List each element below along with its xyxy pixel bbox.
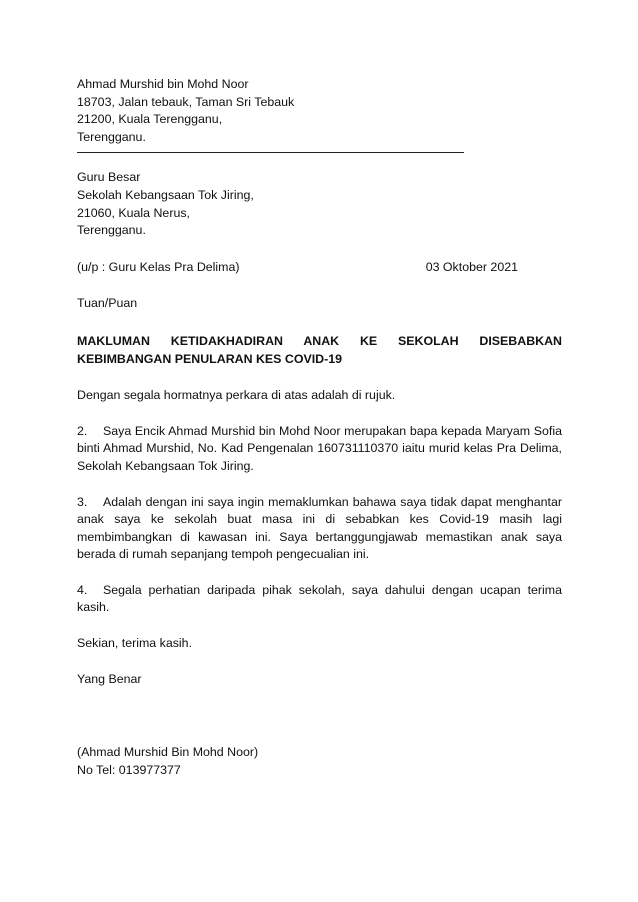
- recipient-line: Guru Besar: [77, 170, 141, 185]
- signature-name: (Ahmad Murshid Bin Mohd Noor): [77, 745, 259, 760]
- paragraph-number: 3.: [77, 494, 88, 509]
- recipient-address: [77, 169, 562, 239]
- paragraph-text: Saya Encik Ahmad Murshid bin Mohd Noor merupakan bapa kepada Maryam Sofia binti Ahmad Murshid, No. Kad Pengenalan 160731110370 iaitu murid kelas Pra Delima, Sekolah Kebangsaan Tok Jiring.: [77, 423, 562, 473]
- closing-line: Sekian, terima kasih.: [77, 636, 193, 651]
- paragraph-number: 4.: [77, 582, 88, 597]
- signature-block: [77, 744, 562, 779]
- paragraph-4: [77, 582, 562, 617]
- sender-line: Ahmad Murshid bin Mohd Noor: [77, 77, 249, 91]
- paragraph-text: Adalah dengan ini saya ingin memaklumkan bahawa saya tidak dapat menghantar anak saya ke sekolah buat masa ini di sebabkan kes Covid-19 masih lagi membimbangkan di kawasan ini. Saya bertanggungjawab memastikan anak saya berada di rumah sepanjang tempoh pengecualian ini.: [77, 494, 562, 562]
- sender-line: 21200, Kuala Terengganu,: [77, 112, 223, 127]
- attention-date-row: [77, 259, 518, 277]
- salutation: Tuan/Puan: [77, 296, 138, 311]
- letter-date: 03 Oktober 2021: [425, 259, 518, 274]
- paragraph-3: [77, 494, 562, 564]
- yang-benar: Yang Benar: [77, 671, 142, 686]
- recipient-line: Terengganu.: [77, 223, 146, 238]
- recipient-line: Sekolah Kebangsaan Tok Jiring,: [77, 187, 254, 202]
- letter-subject: MAKLUMAN KETIDAKHADIRAN ANAK KE SEKOLAH DISEBABKAN KEBIMBANGAN PENULARAN KES COVID-19: [77, 333, 562, 366]
- address-divider: [77, 152, 464, 153]
- paragraph-number: 2.: [77, 423, 88, 438]
- recipient-line: 21060, Kuala Nerus,: [77, 205, 190, 220]
- signature-phone: No Tel: 013977377: [77, 762, 181, 777]
- paragraph-2: [77, 423, 562, 476]
- sender-line: Terengganu.: [77, 129, 146, 144]
- letter-page: [77, 76, 562, 779]
- sender-line: 18703, Jalan tebauk, Taman Sri Tebauk: [77, 94, 295, 109]
- opening-paragraph: Dengan segala hormatnya perkara di atas adalah di rujuk.: [77, 388, 396, 403]
- attention-line: (u/p : Guru Kelas Pra Delima): [77, 259, 240, 274]
- paragraph-text: Segala perhatian daripada pihak sekolah, saya dahului dengan ucapan terima kasih.: [77, 582, 562, 615]
- sender-address: [77, 76, 562, 146]
